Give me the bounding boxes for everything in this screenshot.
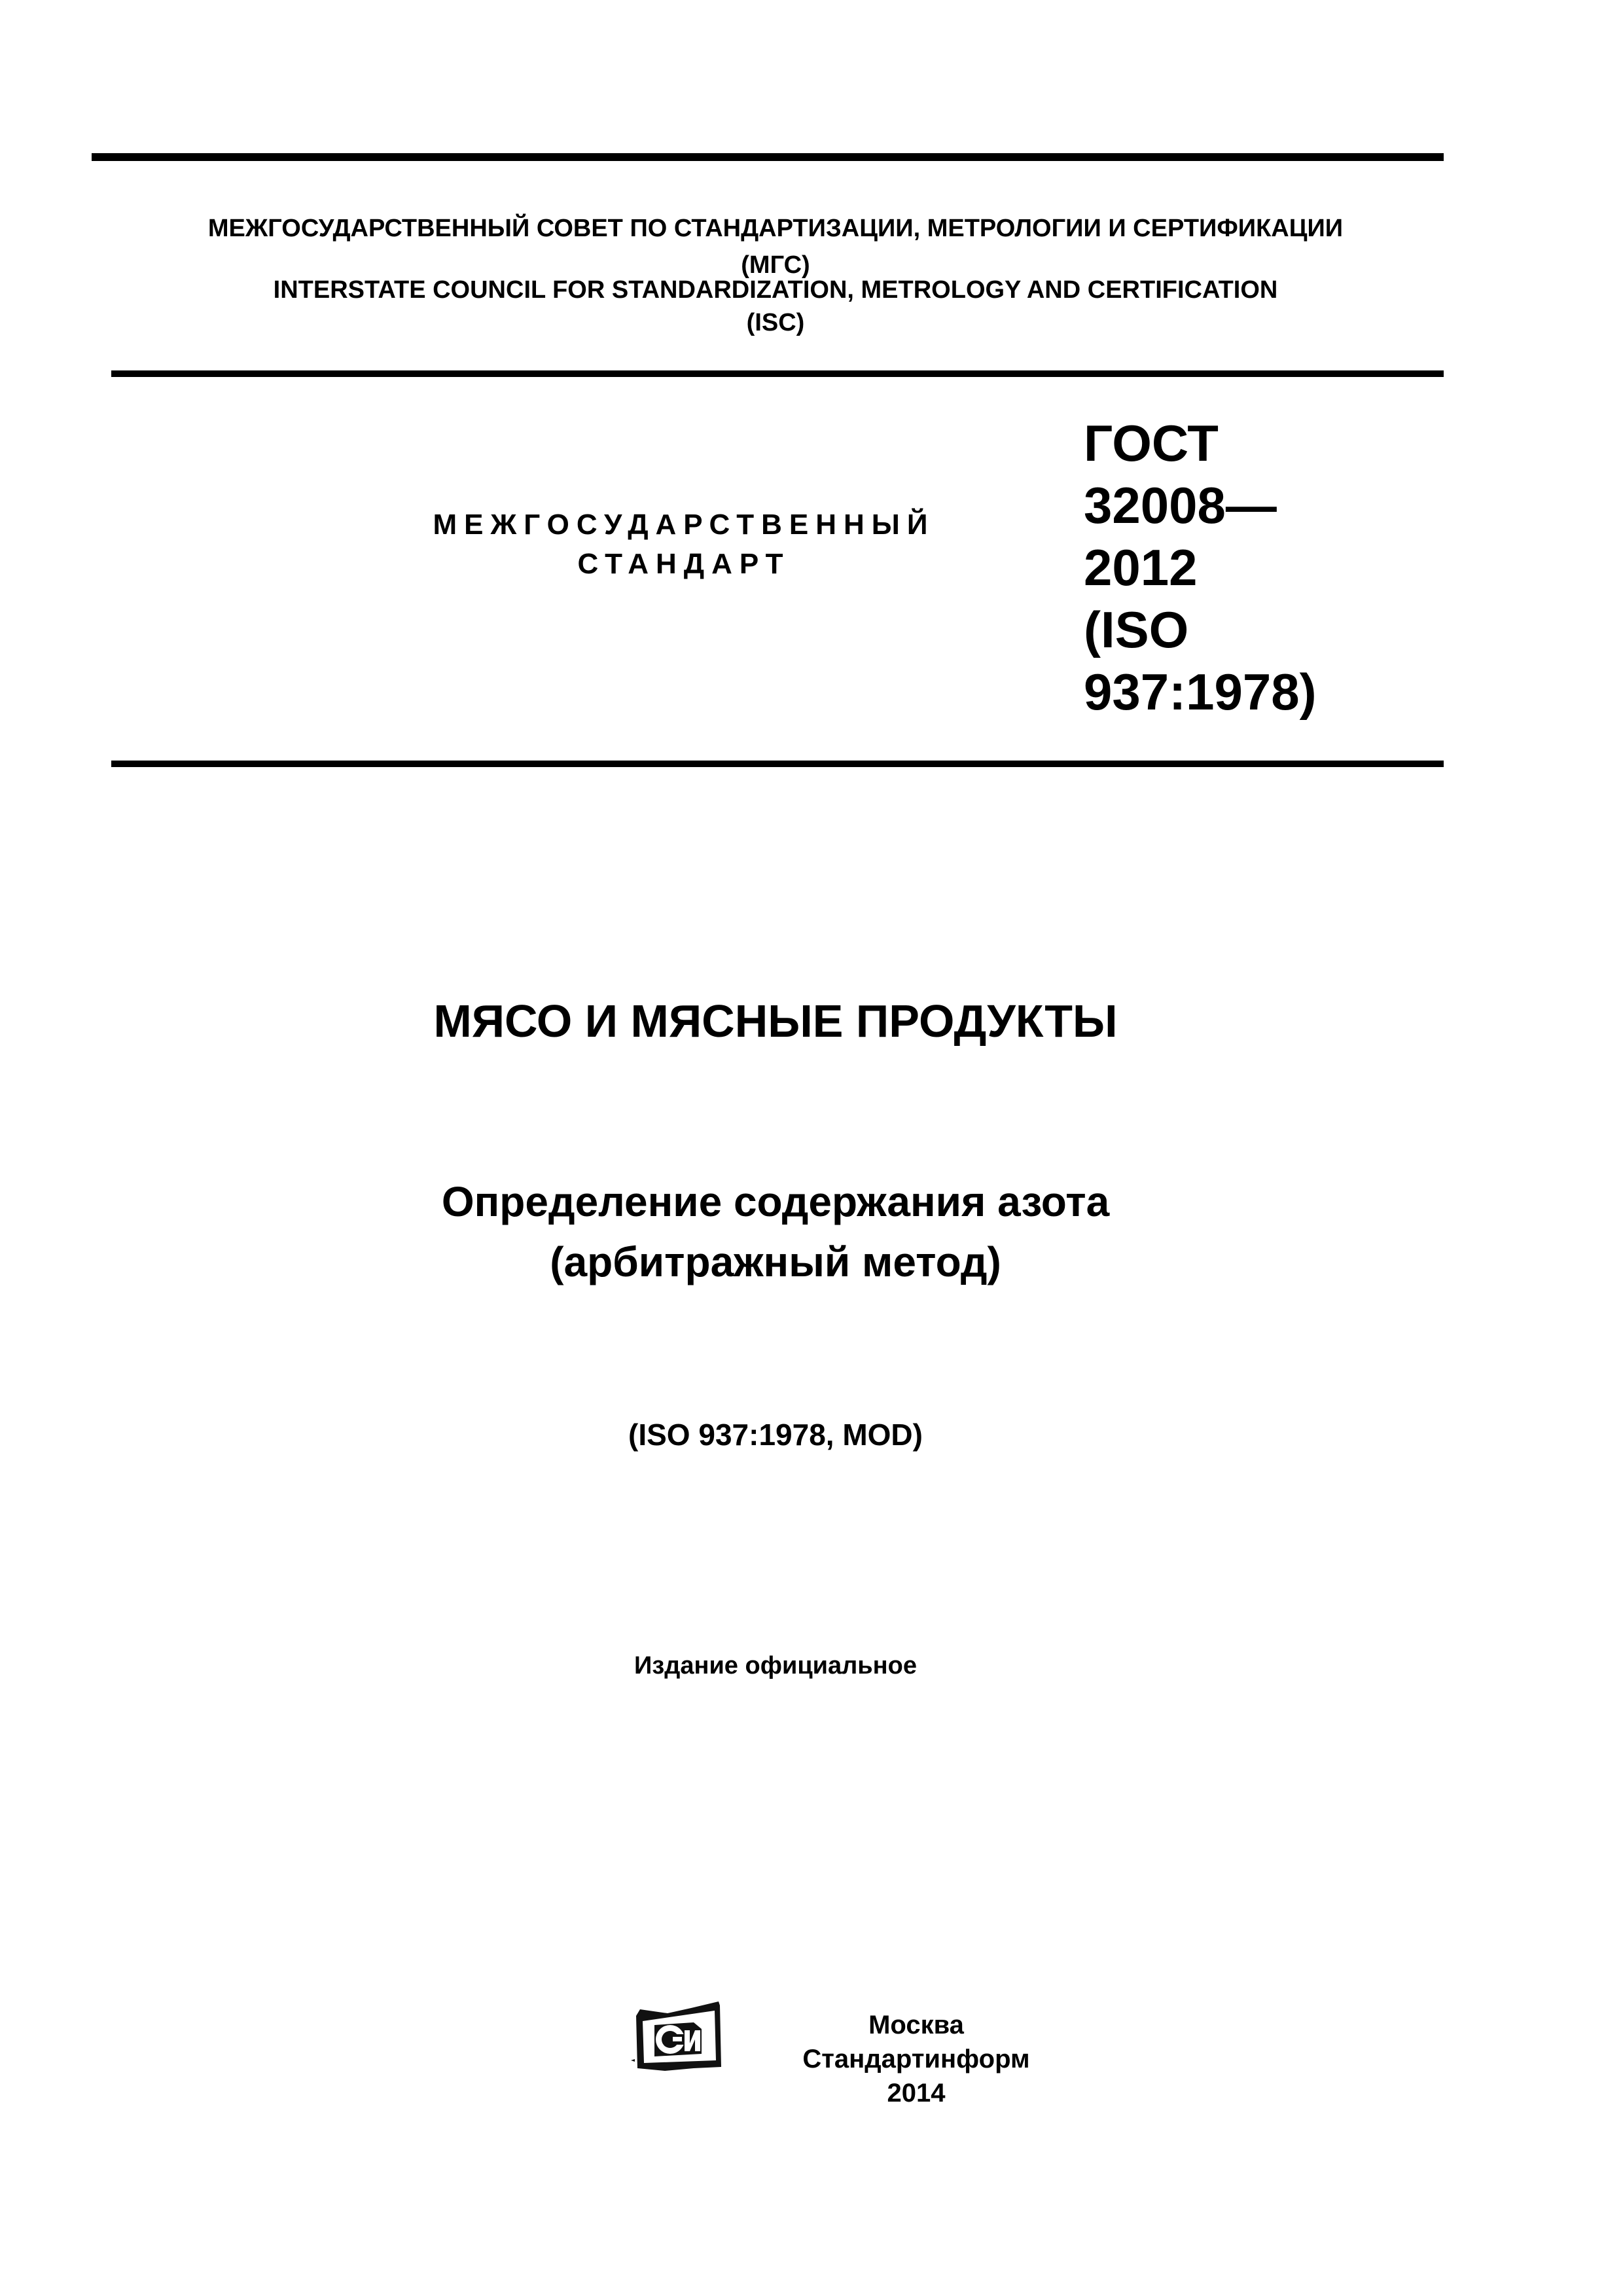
standard-type-line-1: МЕЖГОСУДАРСТВЕННЫЙ bbox=[433, 509, 935, 541]
designation-divider-rule bbox=[111, 761, 1444, 767]
top-rule bbox=[92, 153, 1444, 161]
gost-line: 937:1978) bbox=[1084, 663, 1317, 721]
council-name-en: INTERSTATE COUNCIL FOR STANDARDIZATION, METROLOGY AND CERTIFICATION bbox=[273, 276, 1278, 304]
standard-type bbox=[399, 505, 969, 584]
gost-designation bbox=[1084, 412, 1317, 723]
gost-line: 2012 bbox=[1084, 539, 1198, 596]
iso-reference: (ISO 937:1978, MOD) bbox=[628, 1418, 923, 1452]
council-abbr-ru: (МГС) bbox=[741, 251, 810, 279]
publication-year: 2014 bbox=[887, 2079, 946, 2108]
subtitle-line-1: Определение содержания азота bbox=[441, 1178, 1110, 1225]
gost-line: (ISO bbox=[1084, 601, 1189, 658]
edition-note: Издание официальное bbox=[634, 1652, 917, 1679]
gost-line: ГОСТ bbox=[1084, 414, 1219, 472]
council-abbr-en: (ISC) bbox=[746, 309, 805, 336]
document-subtitle bbox=[0, 1172, 1551, 1292]
gost-line: 32008— bbox=[1084, 476, 1277, 534]
header-divider-rule bbox=[111, 370, 1444, 377]
publisher-info bbox=[779, 2008, 1054, 2110]
subtitle-line-2: (арбитражный метод) bbox=[550, 1238, 1001, 1285]
publisher-name: Стандартинформ bbox=[802, 2045, 1030, 2073]
publisher-city: Москва bbox=[868, 2011, 964, 2039]
council-name-ru: МЕЖГОСУДАРСТВЕННЫЙ СОВЕТ ПО СТАНДАРТИЗАЦИИ, МЕТРОЛОГИИ И СЕРТИФИКАЦИИ bbox=[207, 215, 1344, 242]
document-title: МЯСО И МЯСНЫЕ ПРОДУКТЫ bbox=[433, 996, 1118, 1047]
standard-type-line-2: СТАНДАРТ bbox=[577, 548, 791, 580]
standartinform-logo-icon bbox=[628, 1996, 728, 2076]
